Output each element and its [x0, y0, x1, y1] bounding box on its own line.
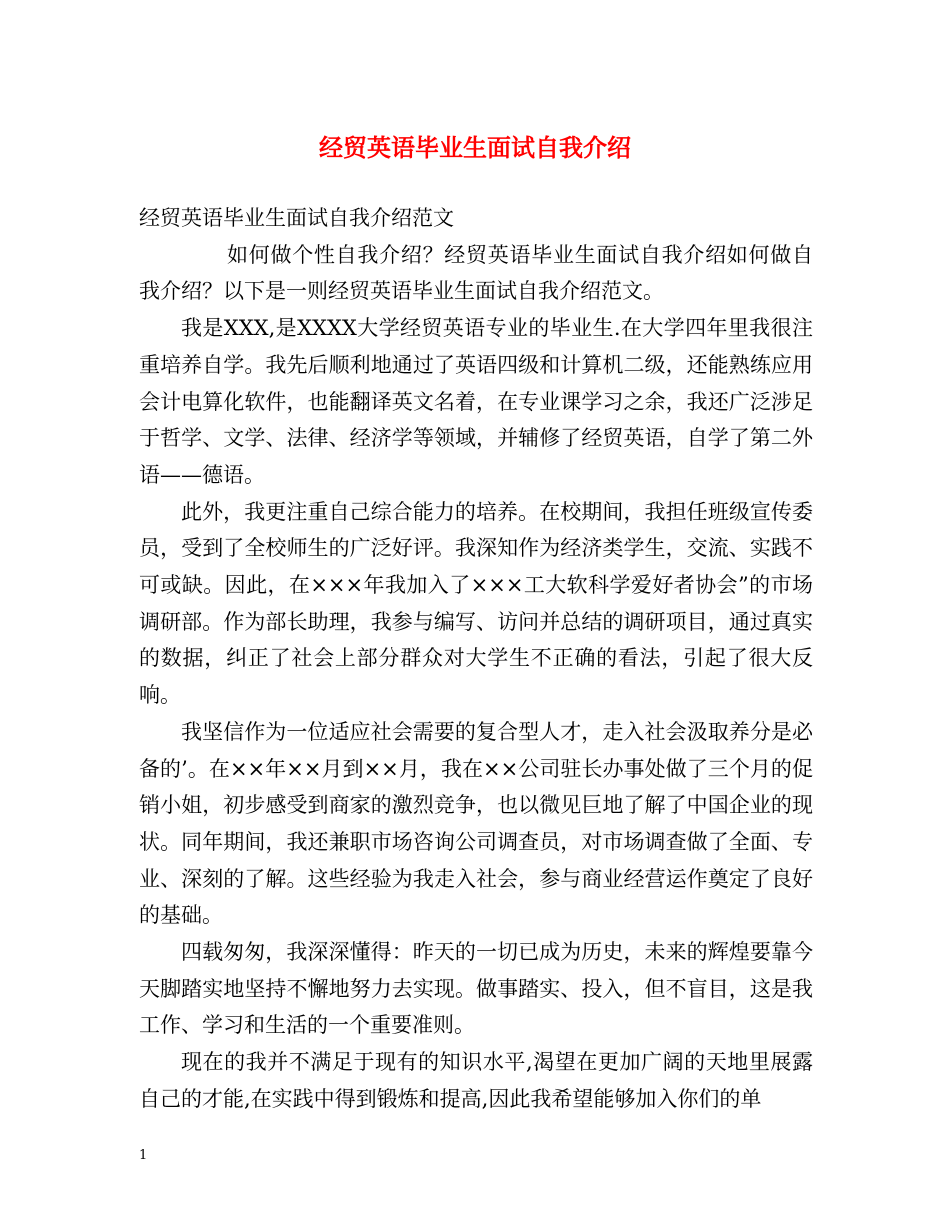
paragraph-intro: 如何做个性自我介绍？经贸英语毕业生面试自我介绍如何做自我介绍？以下是一则经贸英语毕业生面试自我介绍范文。 — [139, 242, 813, 304]
document-body — [139, 200, 813, 1118]
document-title: 经贸英语毕业生面试自我介绍 — [319, 133, 631, 162]
subtitle: 经贸英语毕业生面试自我介绍范文 — [139, 206, 454, 230]
paragraph: 现在的我并不满足于现有的知识水平,渴望在更加广阔的天地里展露自己的才能,在实践中得到锻炼和提高,因此我希望能够加入你们的单 — [139, 1050, 813, 1111]
paragraph: 四载匆匆，我深深懂得：昨天的一切已成为历史，未来的辉煌要靠今天脚踏实地坚持不懈地努力去实现。做事踏实、投入，但不盲目，这是我工作、学习和生活的一个重要准则。 — [139, 940, 813, 1038]
page-number: 1 — [139, 1148, 148, 1163]
paragraph: 我坚信作为一位适应社会需要的复合型人才，走入社会汲取养分是必备的’。在××年××月到××月，我在××公司驻长办事处做了三个月的促销小姐，初步感受到商家的激烈竞争，也以微见巨地了解了中国企业的现状。同年期间，我还兼职市场咨询公司调查员，对市场调查做了全面、专业、深刻的了解。这些经验为我走入社会，参与商业经营运作奠定了良好的基础。 — [139, 719, 813, 928]
paragraph: 此外，我更注重自己综合能力的培养。在校期间，我担任班级宣传委员，受到了全校师生的广泛好评。我深知作为经济类学生，交流、实践不可或缺。因此，在×××年我加入了×××工大软科学爱好者协会”的市场调研部。作为部长助理，我参与编写、访问并总结的调研项目，通过真实的数据，纠正了社会上部分群众对大学生不正确的看法，引起了很大反响。 — [139, 499, 813, 708]
paragraph: 我是XXX,是XXXX大学经贸英语专业的毕业生.在大学四年里我很注重培养自学。我先后顺利地通过了英语四级和计算机二级，还能熟练应用会计电算化软件，也能翻译英文名着，在专业课学习之余，我还广泛涉足于哲学、文学、法律、经济学等领域，并辅修了经贸英语，自学了第二外语——德语。 — [139, 316, 813, 487]
